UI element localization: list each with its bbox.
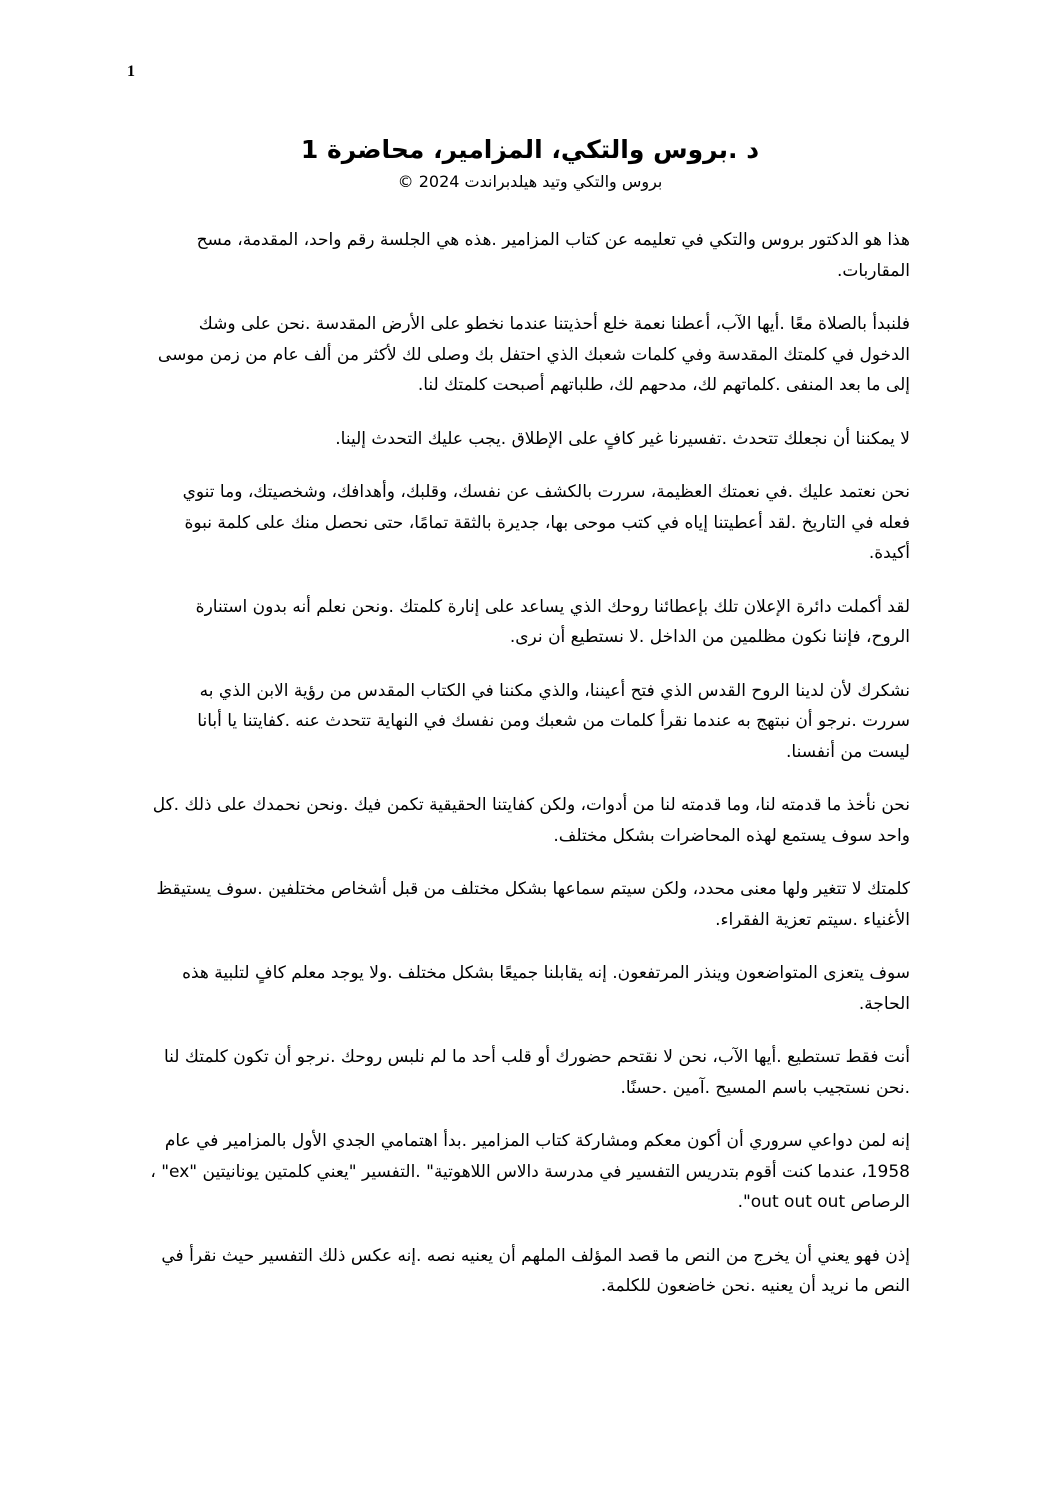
- paragraph-prayer-grace: نحن نعتمد عليك .في نعمتك العظيمة، سررت بالكشف عن نفسك، وقلبك، وأهدافك، وشخصيتك، وما تنوي فعله في التاريخ .لقد أعطيتنا إياه في كتب موحى بها، جديرة بالثقة تمامًا، حتى نحصل منك على كلمة نبوة أكيدة.: [182, 482, 910, 563]
- paragraph-prayer-humble: سوف يتعزى المتواضعون وينذر المرتفعون. إنه يقابلنا جميعًا بشكل مختلف .ولا يوجد معلم كافٍ لتلبية هذه الحاجة.: [182, 963, 910, 1014]
- paragraph-prayer-spirit: لقد أكملت دائرة الإعلان تلك بإعطائنا روحك الذي يساعد على إنارة كلمتك .ونحن نعلم أنه بدون استنارة الروح، فإننا نكون مظلمين من الداخل .لا نستطيع أن نرى.: [195, 596, 910, 647]
- paragraph-exegesis-meaning: إذن فهو يعني أن يخرج من النص ما قصد المؤلف الملهم أن يعنيه نصه .إنه عكس ذلك التفسير حيث نقرأ في النص ما نريد أن يعنيه .نحن خاضعون للكلمة.: [161, 1245, 910, 1296]
- copyright-line: بروس والتكي وتيد هيلدبراندت 2024 ©: [397, 172, 663, 191]
- page-number: 1: [127, 63, 135, 80]
- paragraph-exegesis-intro: إنه لمن دواعي سروري أن أكون معكم ومشاركة كتاب المزامير .بدأ اهتمامي الجدي الأول بالمزامير في عام 1958، عندما كنت أقوم بتدريس التفسير في مدرسة دالاس اللاهوتية" .التفسير "يعني كلمتين يونانيتين "ex" ، الرصاص out out out".: [150, 1131, 910, 1212]
- document-title: د .بروس والتكي، المزامير، محاضرة 1: [300, 135, 760, 164]
- paragraph-prayer-tools: نحن نأخذ ما قدمته لنا، وما قدمته لنا من أدوات، ولكن كفايتنا الحقيقية تكمن فيك .ونحن نحمدك على ذلك .كل واحد سوف يستمع لهذه المحاضرات بشكل مختلف.: [152, 795, 910, 846]
- document-header: [150, 133, 910, 195]
- document-body: [150, 225, 910, 1325]
- paragraph-intro: هذا هو الدكتور بروس والتكي في تعليمه عن كتاب المزامير .هذه هي الجلسة رقم واحد، المقدمة، مسح المقاربات.: [196, 230, 910, 281]
- paragraph-prayer-word: كلمتك لا تتغير ولها معنى محدد، ولكن سيتم سماعها بشكل مختلف من قبل أشخاص مختلفين .سوف يستيقظ الأغنياء .سيتم تعزية الفقراء.: [156, 879, 910, 930]
- paragraph-prayer-amen: أنت فقط تستطيع .أيها الآب، نحن لا نقتحم حضورك أو قلب أحد ما لم نلبس روحك .نرجو أن تكون كلمتك لنا .نحن نستجيب باسم المسيح .آمين .حسنًا.: [164, 1047, 910, 1098]
- paragraph-prayer-opening: فلنبدأ بالصلاة معًا .أيها الآب، أعطنا نعمة خلع أحذيتنا عندما نخطو على الأرض المقدسة .نحن على وشك الدخول في كلمتك المقدسة وفي كلمات شعبك الذي احتفل بك وصلى لك لأكثر من ألف عام من زمن موسى إلى ما بعد المنفى .كلماتهم لك، مدحهم لك، طلباتهم أصبحت كلمتك لنا.: [157, 314, 910, 395]
- paragraph-prayer-thanks: نشكرك لأن لدينا الروح القدس الذي فتح أعيننا، والذي مكننا في الكتاب المقدس من رؤية الابن الذي به سررت .نرجو أن نبتهج به عندما نقرأ كلمات من شعبك ومن نفسك في النهاية تتحدث عنه .كفايتنا يا أبانا ليست من أنفسنا.: [197, 680, 910, 762]
- paragraph-prayer-speak: لا يمكننا أن نجعلك تتحدث .تفسيرنا غير كافٍ على الإطلاق .يجب عليك التحدث إلينا.: [335, 428, 910, 449]
